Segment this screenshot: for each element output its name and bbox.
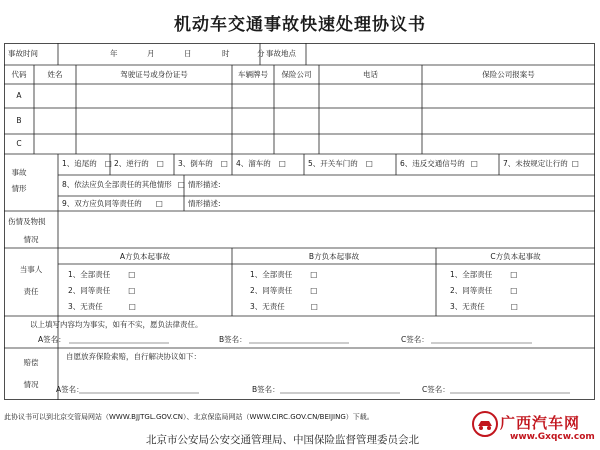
checkbox-icon: □	[128, 270, 136, 279]
accident-time-label: 事故时间	[8, 49, 38, 58]
checkbox-icon: □	[104, 159, 112, 168]
checkbox-icon: □	[470, 159, 478, 168]
document-title: 机动车交通事故快速处理协议书	[174, 15, 426, 35]
checkbox-icon: □	[220, 159, 228, 168]
checkbox-icon: □	[177, 180, 185, 189]
a-option-equal[interactable]: 2、同等责任 □	[68, 286, 136, 295]
declaration-sign-b: B签名：	[219, 335, 247, 344]
checkbox-icon: □	[310, 286, 318, 295]
col-phone: 电话	[363, 70, 378, 79]
responsibility-col-b: B方负本起事故	[308, 252, 360, 261]
party-a-code: A	[16, 91, 22, 100]
c-option-full[interactable]: 1、全部责任 □	[450, 270, 518, 279]
day-unit: 日	[184, 49, 192, 58]
situation-item-5[interactable]: 5、开关车门的 □	[308, 159, 373, 168]
compensation-sign-b: B签名：	[252, 385, 280, 394]
party-b-code: B	[16, 116, 22, 125]
car-logo-icon	[471, 410, 499, 438]
checkbox-icon: □	[310, 302, 318, 311]
b-option-equal[interactable]: 2、同等责任 □	[250, 286, 318, 295]
compensation-label-top: 赔偿	[23, 358, 39, 367]
situation-item-8[interactable]: 8、依法应负全部责任的其他情形 □	[62, 180, 185, 189]
c-option-equal[interactable]: 2、同等责任 □	[450, 286, 518, 295]
form-grid	[4, 43, 595, 400]
compensation-label-bottom: 情况	[23, 380, 39, 389]
minute-unit: 分	[257, 49, 265, 58]
col-name: 姓名	[47, 70, 63, 79]
party-c-code: C	[16, 139, 22, 148]
compensation-statement: 自愿放弃保险索赔，自行解决协议如下：	[66, 352, 201, 361]
situation-item-7[interactable]: 7、未按规定让行的 □	[503, 159, 579, 168]
situation-item-1[interactable]: 1、追尾的 □	[62, 159, 112, 168]
checkbox-icon: □	[510, 270, 518, 279]
hour-unit: 时	[222, 49, 230, 58]
damage-label-top: 伤情及物损	[8, 217, 46, 226]
col-plate: 车辆牌号	[238, 70, 268, 79]
situation-label-bottom: 情形	[11, 184, 27, 193]
checkbox-icon: □	[365, 159, 373, 168]
checkbox-icon: □	[155, 199, 163, 208]
responsibility-label-top: 当事人	[19, 265, 43, 274]
checkbox-icon: □	[510, 286, 518, 295]
situation-label-top: 事故	[11, 168, 27, 177]
situation-desc-label-2: 情形描述:	[188, 199, 221, 208]
accident-place-label: 事故地点	[266, 49, 296, 58]
col-license: 驾驶证号或身份证号	[120, 70, 188, 79]
col-claim-no: 保险公司报案号	[482, 70, 535, 79]
col-insurer: 保险公司	[281, 70, 312, 79]
situation-item-6[interactable]: 6、违反交通信号的 □	[400, 159, 478, 168]
checkbox-icon: □	[128, 302, 136, 311]
situation-item-4[interactable]: 4、溜车的 □	[236, 159, 286, 168]
compensation-sign-a: A签名：	[56, 385, 84, 394]
situation-item-2[interactable]: 2、逆行的 □	[114, 159, 164, 168]
year-unit: 年	[110, 49, 118, 58]
declaration-sign-c: C签名：	[401, 335, 429, 344]
responsibility-col-c: C方负本起事故	[490, 252, 541, 261]
situation-desc-label-1: 情形描述:	[188, 180, 221, 189]
declaration-sign-a: A签名：	[38, 335, 66, 344]
situation-item-9[interactable]: 9、双方应负同等责任的 □	[62, 199, 163, 208]
agreement-form	[4, 43, 595, 400]
b-option-full[interactable]: 1、全部责任 □	[250, 270, 318, 279]
b-option-none[interactable]: 3、无责任 □	[250, 302, 318, 311]
checkbox-icon: □	[156, 159, 164, 168]
a-option-none[interactable]: 3、无责任 □	[68, 302, 136, 311]
watermark-url: www.Gxqcw.com	[510, 432, 595, 442]
declaration-statement: 以上填写内容均为事实，如有不实，愿负法律责任。	[30, 320, 203, 329]
compensation-sign-c: C签名：	[422, 385, 450, 394]
situation-item-3[interactable]: 3、倒车的 □	[178, 159, 228, 168]
checkbox-icon: □	[128, 286, 136, 295]
responsibility-col-a: A方负本起事故	[119, 252, 171, 261]
checkbox-icon: □	[278, 159, 286, 168]
damage-label-bottom: 情况	[23, 235, 39, 244]
responsibility-label-bottom: 责任	[23, 287, 39, 296]
issuer-footer: 北京市公安局公安交通管理局、中国保险监督管理委员会北	[146, 434, 419, 446]
watermark-name: 广西汽车网	[500, 414, 581, 432]
c-option-none[interactable]: 3、无责任 □	[450, 302, 518, 311]
month-unit: 月	[147, 49, 155, 58]
col-code: 代码	[11, 70, 27, 79]
a-option-full[interactable]: 1、全部责任 □	[68, 270, 136, 279]
checkbox-icon: □	[571, 159, 579, 168]
checkbox-icon: □	[510, 302, 518, 311]
download-footnote: 此协议书可以到北京交管局网站（WWW.BJJTGL.GOV.CN）、北京保监局网站（WWW.CIRC.GOV.CN/BEIJING）下载。	[4, 413, 374, 421]
checkbox-icon: □	[310, 270, 318, 279]
